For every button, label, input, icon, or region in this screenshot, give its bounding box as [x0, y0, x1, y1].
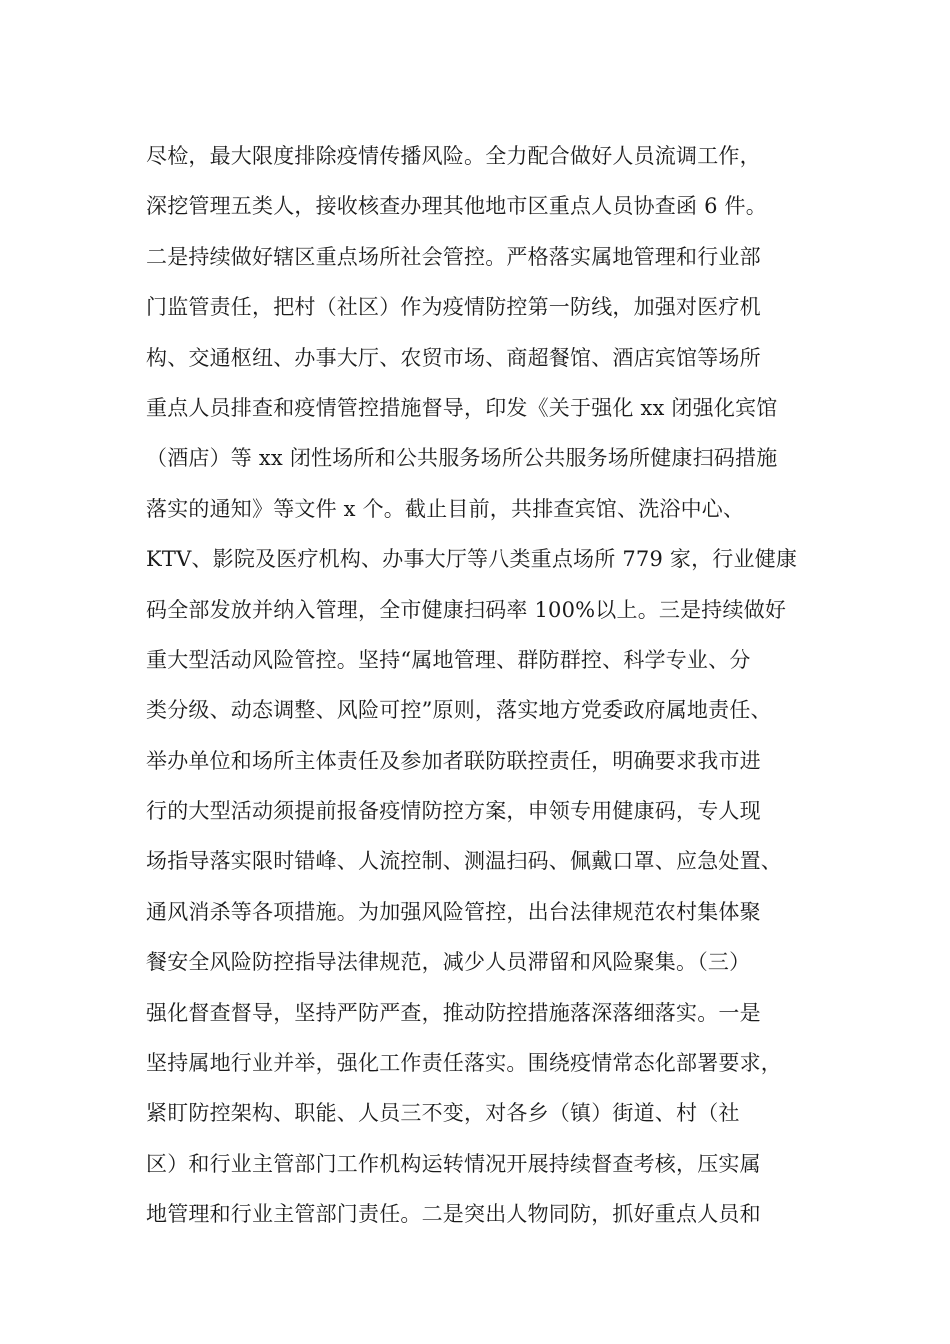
text-line: 尽检，最大限度排除疫情传播风险。全力配合做好人员流调工作，: [146, 144, 761, 168]
text-line: 重点人员排查和疫情管控措施督导，印发《关于强化 xx 闭强化宾馆: [146, 395, 778, 420]
text-line: 码全部发放并纳入管理，全市健康扫码率 100%以上。三是持续做好: [146, 597, 787, 622]
text-line: 行的大型活动须提前报备疫情防控方案，申领专用健康码，专人现: [146, 799, 761, 824]
text-line: 二是持续做好辖区重点场所社会管控。严格落实属地管理和行业部: [146, 244, 761, 269]
text-line: KTV、影院及医疗机构、办事大厅等八类重点场所 779 家，行业健康: [146, 547, 798, 572]
text-line: 类分级、动态调整、风险可控”原则，落实地方党委政府属地责任、: [146, 698, 772, 723]
text-line: 场指导落实限时错峰、人流控制、测温扫码、佩戴口罩、应急处置、: [146, 849, 782, 874]
text-line: 强化督查督导，坚持严防严查，推动防控措施落深落细落实。一是: [146, 1000, 761, 1025]
text-line: （酒店）等 xx 闭性场所和公共服务场所公共服务场所健康扫码措施: [146, 446, 778, 471]
text-line: 重大型活动风险管控。坚持“属地管理、群防群控、科学专业、分: [146, 647, 751, 672]
body-text: [146, 131, 836, 1240]
text-line: 构、交通枢纽、办事大厅、农贸市场、商超餐馆、酒店宾馆等场所: [146, 345, 761, 370]
text-line: 通风消杀等各项措施。为加强风险管控，出台法律规范农村集体聚: [146, 899, 761, 924]
text-line: 坚持属地行业并举，强化工作责任落实。围绕疫情常态化部署要求，: [146, 1051, 782, 1076]
text-line: 深挖管理五类人，接收核查办理其他地市区重点人员协查函 6 件。: [146, 194, 767, 219]
text-line: 紧盯防控架构、职能、人员三不变，对各乡（镇）街道、村（社: [146, 1101, 740, 1126]
text-line: 餐安全风险防控指导法律规范，减少人员滞留和风险聚集。（三）: [146, 950, 751, 975]
text-line: 地管理和行业主管部门责任。二是突出人物同防，抓好重点人员和: [146, 1202, 761, 1227]
text-line: 举办单位和场所主体责任及参加者联防联控责任，明确要求我市进: [146, 748, 761, 773]
text-line: 门监管责任，把村（社区）作为疫情防控第一防线，加强对医疗机: [146, 295, 761, 320]
text-line: 区）和行业主管部门工作机构运转情况开展持续督查考核，压实属: [146, 1151, 761, 1176]
text-line: 落实的通知》等文件 x 个。截止目前，共排查宾馆、洗浴中心、: [146, 496, 745, 521]
